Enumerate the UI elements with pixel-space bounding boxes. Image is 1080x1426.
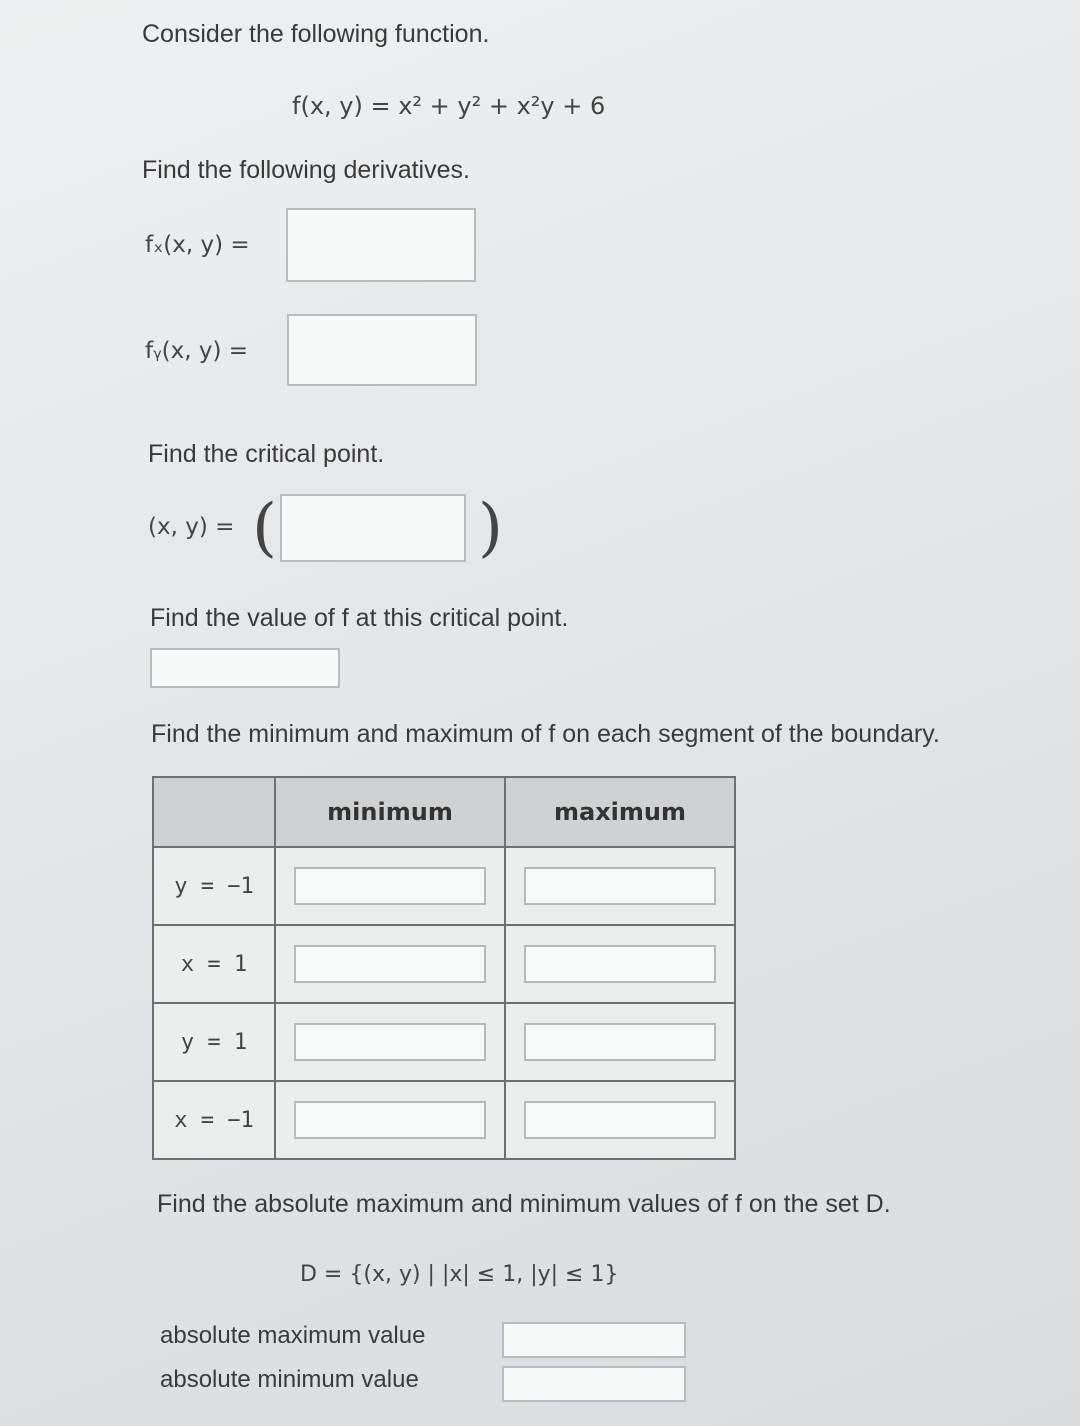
fy-label: fᵧ(x, y) = xyxy=(145,338,249,364)
min-input-y-1[interactable] xyxy=(294,1023,486,1061)
min-input-x-neg1[interactable] xyxy=(294,1101,486,1139)
abs-max-label: absolute maximum value xyxy=(160,1322,426,1349)
right-paren-icon: ) xyxy=(478,491,503,565)
set-d-definition: D = {(x, y) | |x| ≤ 1, |y| ≤ 1} xyxy=(300,1262,619,1287)
fx-label: fₓ(x, y) = xyxy=(145,232,250,258)
boundary-prompt: Find the minimum and maximum of f on each segment of the boundary. xyxy=(151,720,940,748)
max-input-y-neg1[interactable] xyxy=(524,867,716,905)
min-cell xyxy=(275,1003,505,1081)
table-header-minimum: minimum xyxy=(275,777,505,847)
table-row xyxy=(153,1003,735,1081)
table-row xyxy=(153,925,735,1003)
max-input-y-1[interactable] xyxy=(524,1023,716,1061)
min-input-y-neg1[interactable] xyxy=(294,867,486,905)
max-cell xyxy=(505,1003,735,1081)
min-cell xyxy=(275,1081,505,1159)
abs-max-input[interactable] xyxy=(502,1322,686,1358)
abs-min-input[interactable] xyxy=(502,1366,686,1402)
value-prompt: Find the value of f at this critical point. xyxy=(150,604,569,632)
table-header-empty xyxy=(153,777,275,847)
abs-min-label: absolute minimum value xyxy=(160,1366,419,1393)
table-row xyxy=(153,847,735,925)
max-cell xyxy=(505,925,735,1003)
left-paren-icon: ( xyxy=(252,491,277,565)
row-label: x = 1 xyxy=(153,925,275,1003)
min-input-x-1[interactable] xyxy=(294,945,486,983)
boundary-table xyxy=(152,776,736,1160)
min-cell xyxy=(275,847,505,925)
table-header-row xyxy=(153,777,735,847)
derivatives-prompt: Find the following derivatives. xyxy=(142,156,470,184)
max-cell xyxy=(505,1081,735,1159)
row-label: x = −1 xyxy=(153,1081,275,1159)
max-cell xyxy=(505,847,735,925)
fx-answer-input[interactable] xyxy=(286,208,476,282)
max-input-x-1[interactable] xyxy=(524,945,716,983)
max-input-x-neg1[interactable] xyxy=(524,1101,716,1139)
critical-point-prompt: Find the critical point. xyxy=(148,440,385,468)
critical-value-input[interactable] xyxy=(150,648,340,688)
intro-text: Consider the following function. xyxy=(142,20,490,48)
function-definition: f(x, y) = x² + y² + x²y + 6 xyxy=(292,92,606,120)
table-row xyxy=(153,1081,735,1159)
fy-answer-input[interactable] xyxy=(287,314,477,386)
critical-point-input[interactable] xyxy=(280,494,466,562)
critical-point-label: (x, y) = xyxy=(148,514,235,540)
absolute-prompt: Find the absolute maximum and minimum values of f on the set D. xyxy=(157,1190,891,1218)
min-cell xyxy=(275,925,505,1003)
table-header-maximum: maximum xyxy=(505,777,735,847)
row-label: y = 1 xyxy=(153,1003,275,1081)
row-label: y = −1 xyxy=(153,847,275,925)
